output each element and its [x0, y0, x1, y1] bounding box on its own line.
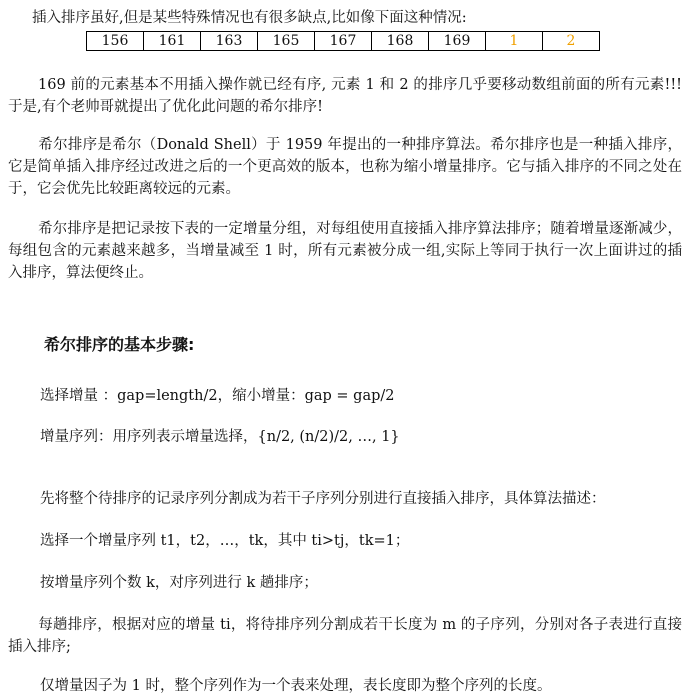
step-split: 先将整个待排序的记录序列分割成为若干子序列分别进行直接插入排序，具体算法描述： [40, 491, 606, 507]
paragraph-3: 希尔排序是把记录按下表的一定增量分组，对每组使用直接插入排序算法排序；随着增量逐渐减少，每组包含的元素越来越多，当增量减至 1 时，所有元素被分成一组,实际上等同于执行一次上面讲过的插入排序，算法便终止。 [8, 221, 682, 281]
array-row [87, 32, 600, 51]
step-gap: 选择增量 ：gap=length/2，缩小增量：gap = gap/2 [40, 388, 395, 404]
array-cell: 168 [372, 32, 429, 51]
array-table [86, 31, 600, 51]
paragraph-1: 169 前的元素基本不用插入操作就已经有序, 元素 1 和 2 的排序几乎要移动数组前面的所有元素!!! 于是,有个老帅哥就提出了优化此问题的希尔排序! [8, 77, 682, 115]
step-choose: 选择一个增量序列 t1，t2，…，tk，其中 ti>tj，tk=1； [40, 533, 410, 549]
array-cell: 169 [429, 32, 486, 51]
array-cell: 161 [144, 32, 201, 51]
intro-text: 插入排序虽好,但是某些特殊情况也有很多缺点,比如像下面这种情况: [32, 10, 467, 26]
array-cell: 167 [315, 32, 372, 51]
step-each-pass: 每趟排序，根据对应的增量 ti，将待排序列分割成若干长度为 m 的子序列，分别对各子表进行直接插入排序; [8, 617, 682, 655]
section-heading: 希尔排序的基本步骤: [44, 335, 195, 354]
array-cell: 165 [258, 32, 315, 51]
array-cell-highlight: 2 [543, 32, 600, 51]
paragraph-2: 希尔排序是希尔（Donald Shell）于 1959 年提出的一种排序算法。希尔排序也是一种插入排序，它是简单插入排序经过改进之后的一个更高效的版本，也称为缩小增量排序。它与插入排序的不同之处在于，它会优先比较距离较远的元素。 [8, 137, 682, 197]
array-cell: 163 [201, 32, 258, 51]
step-last: 仅增量因子为 1 时，整个序列作为一个表来处理，表长度即为整个序列的长度。 [40, 678, 552, 694]
array-cell: 156 [87, 32, 144, 51]
step-sequence: 增量序列：用序列表示增量选择，{n/2, (n/2)/2, …, 1} [40, 429, 400, 445]
array-cell-highlight: 1 [486, 32, 543, 51]
step-k-pass: 按增量序列个数 k，对序列进行 k 趟排序； [40, 575, 318, 591]
